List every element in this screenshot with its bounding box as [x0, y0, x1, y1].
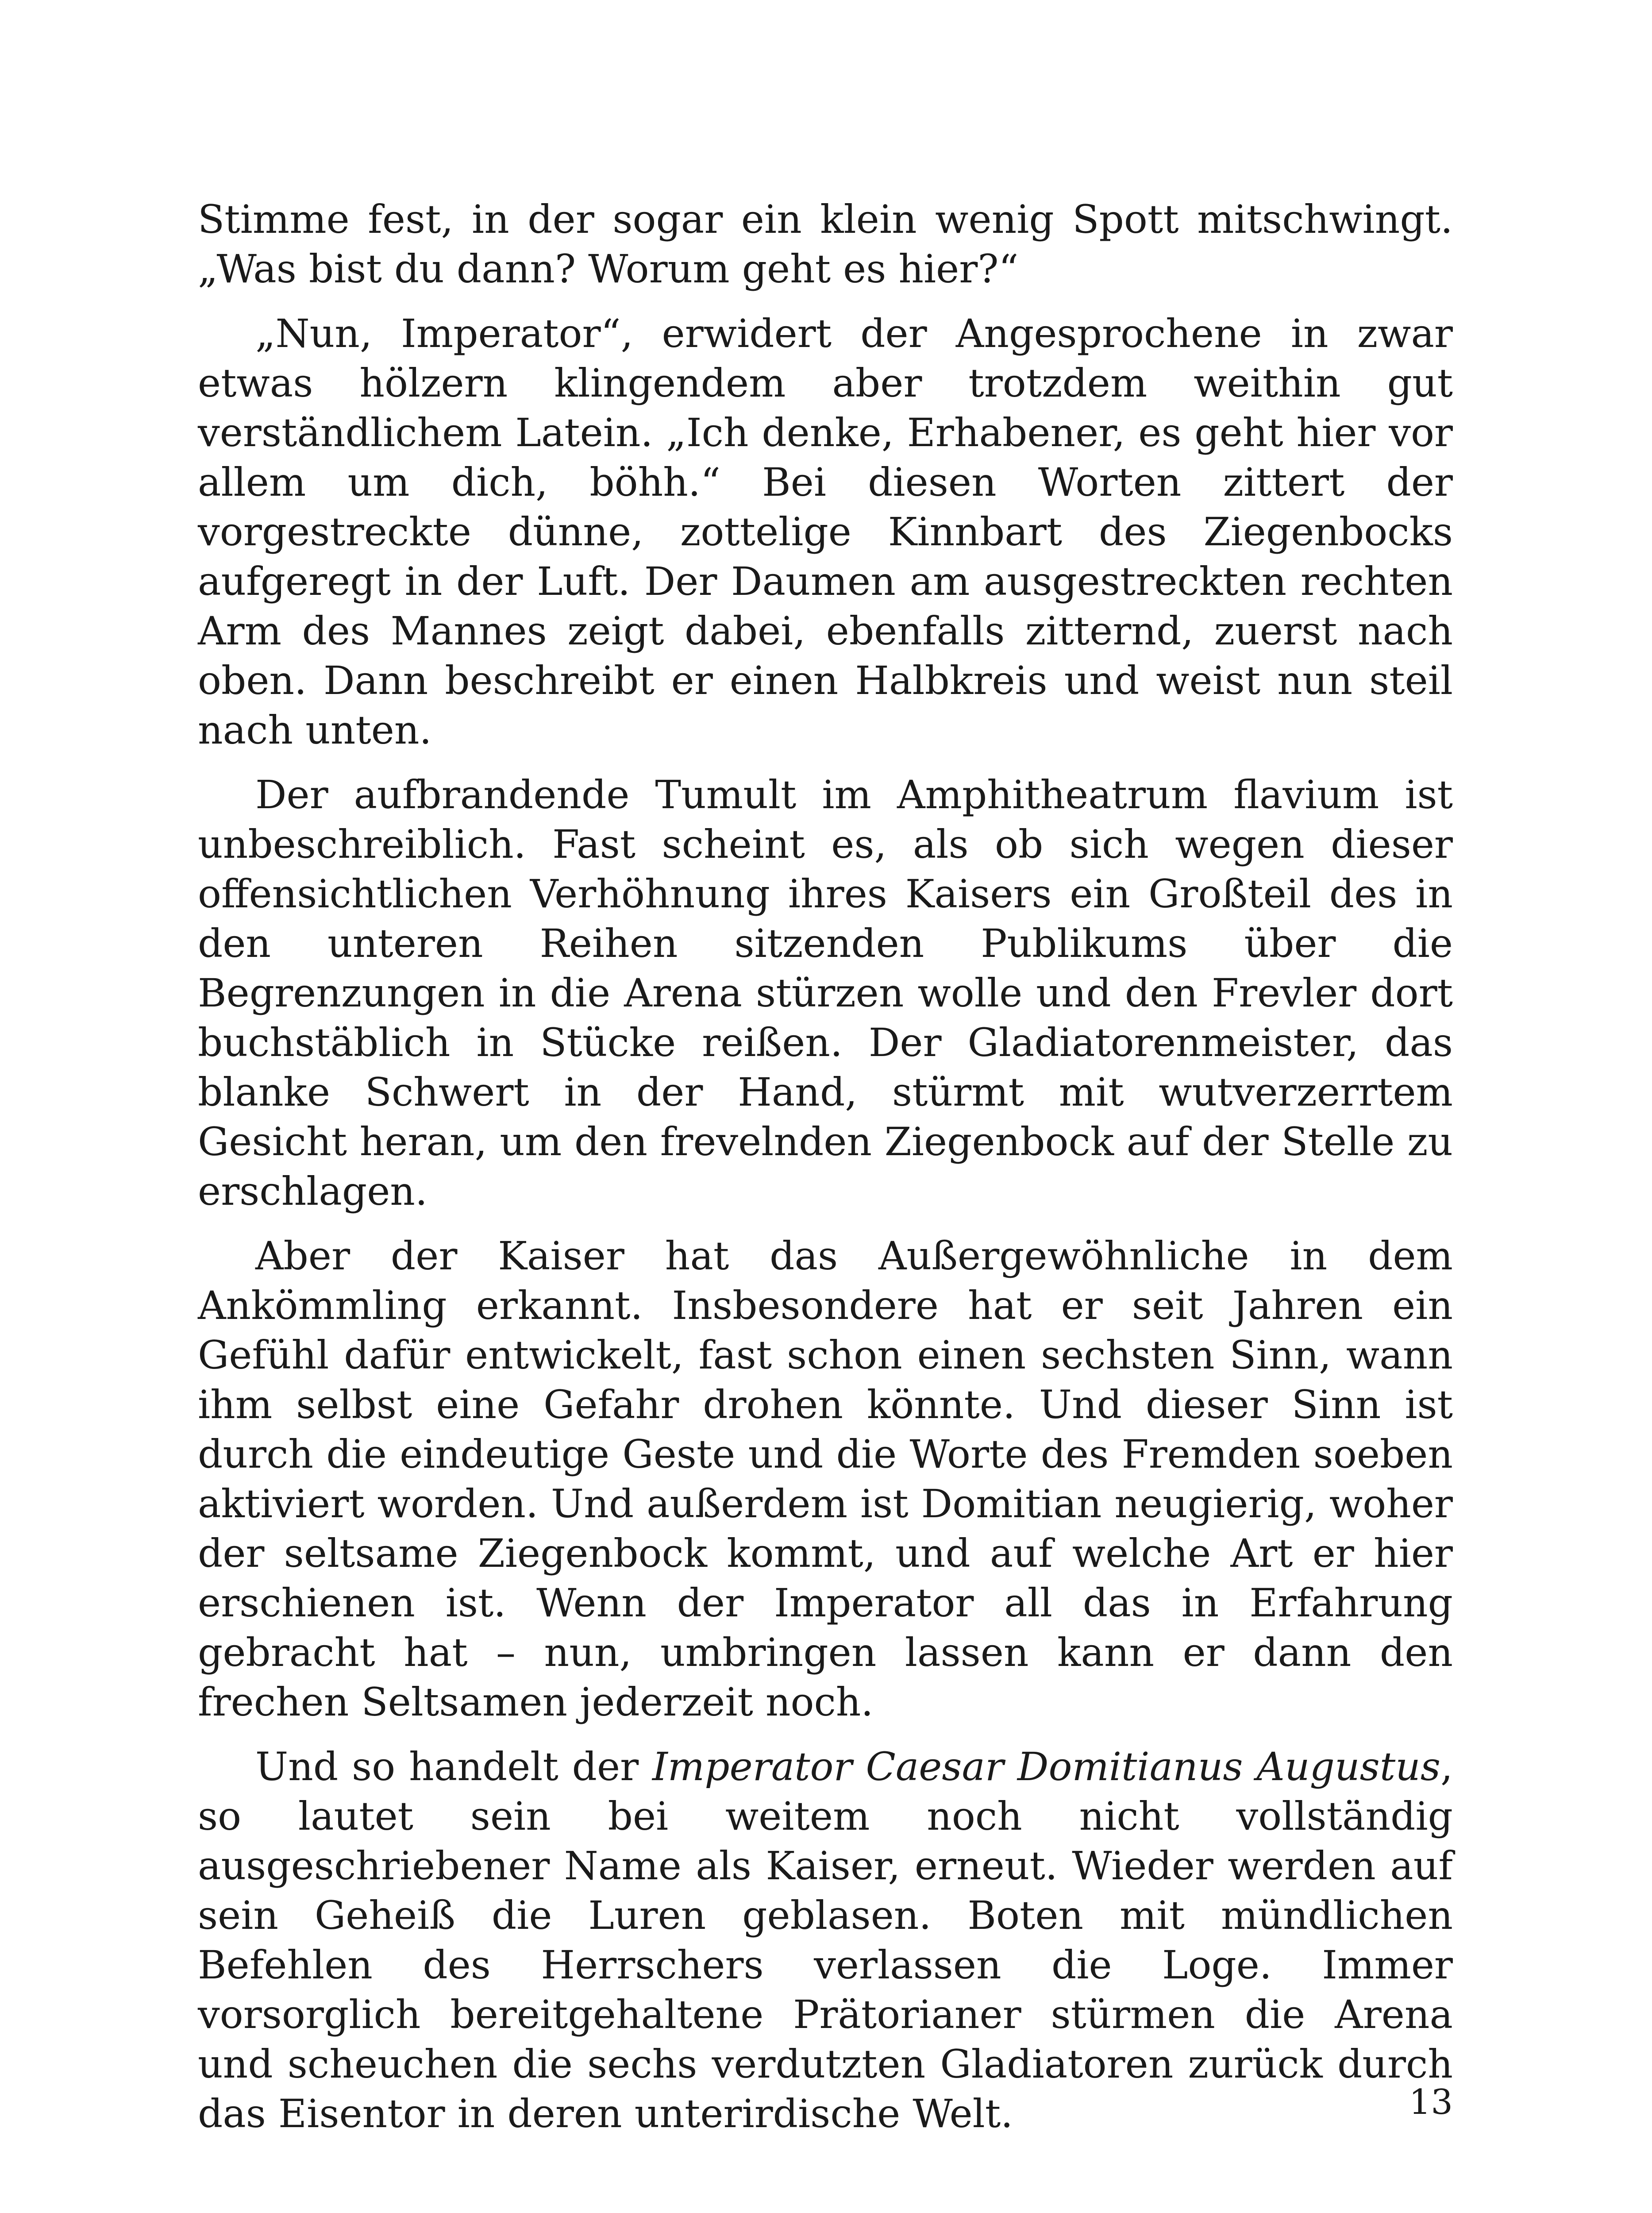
- paragraph-5-after: , so lautet sein bei weitem noch nicht vollständig ausgeschriebener Name als Kaiser, erneut. Wieder werden auf sein Geheiß die Luren geblasen. Boten mit mündlichen Befehlen des Herrschers verlassen die Loge. Immer vorsorglich bereitgehaltene Prätorianer stürmen die Arena und scheuchen die sechs verdutzten Gladiatoren zurück durch das Eisentor in deren unterirdische Welt.: [198, 1744, 1453, 2136]
- paragraph-2: „Nun, Imperator“, erwidert der Angesprochene in zwar etwas hölzern klingendem aber trotzdem weithin gut verständlichem Latein. „Ich denke, Erhabener, es geht hier vor allem um dich, böhh.“ Bei diesen Worten zittert der vorgestreckte dünne, zottelige Kinnbart des Ziegenbocks aufgeregt in der Luft. Der Daumen am ausgestreckten rechten Arm des Mannes zeigt dabei, ebenfalls zitternd, zuerst nach oben. Dann beschreibt er einen Halbkreis und weist nun steil nach unten.: [198, 311, 1453, 753]
- paragraph-5: [198, 1742, 1453, 2139]
- page-number: 13: [1409, 2082, 1453, 2122]
- paragraph-5-before: Und so handelt der: [255, 1744, 653, 1789]
- paragraph-4: Aber der Kaiser hat das Außergewöhnliche in dem Ankömmling erkannt. Insbesondere hat er seit Jahren ein Gefühl dafür entwickelt, fast schon einen sechsten Sinn, wann ihm selbst eine Gefahr drohen könnte. Und dieser Sinn ist durch die eindeutige Geste und die Worte des Fremden soeben aktiviert worden. Und außerdem ist Domitian neugierig, woher der seltsame Ziegenbock kommt, und auf welche Art er hier erschienen ist. Wenn der Imperator all das in Erfahrung gebracht hat – nun, umbringen lassen kann er dann den frechen Seltsamen jederzeit noch.: [198, 1233, 1453, 1725]
- emperor-name-italic: Imperator Caesar Domitianus Augustus: [652, 1744, 1441, 1789]
- body-text: [198, 195, 1453, 2154]
- paragraph-3: Der aufbrandende Tumult im Amphitheatrum flavium ist unbeschreiblich. Fast scheint es, als ob sich wegen dieser offensichtlichen Verhöhnung ihres Kaisers ein Großteil des in den unteren Reihen sitzenden Publikums über die Begrenzungen in die Arena stürzen wolle und den Frevler dort buchstäblich in Stücke reißen. Der Gladiatorenmeister, das blanke Schwert in der Hand, stürmt mit wutverzerrtem Gesicht heran, um den frevelnden Ziegenbock auf der Stelle zu erschlagen.: [198, 772, 1453, 1214]
- paragraph-1: Stimme fest, in der sogar ein klein wenig Spott mitschwingt. „Was bist du dann? Worum geht es hier?“: [198, 197, 1453, 292]
